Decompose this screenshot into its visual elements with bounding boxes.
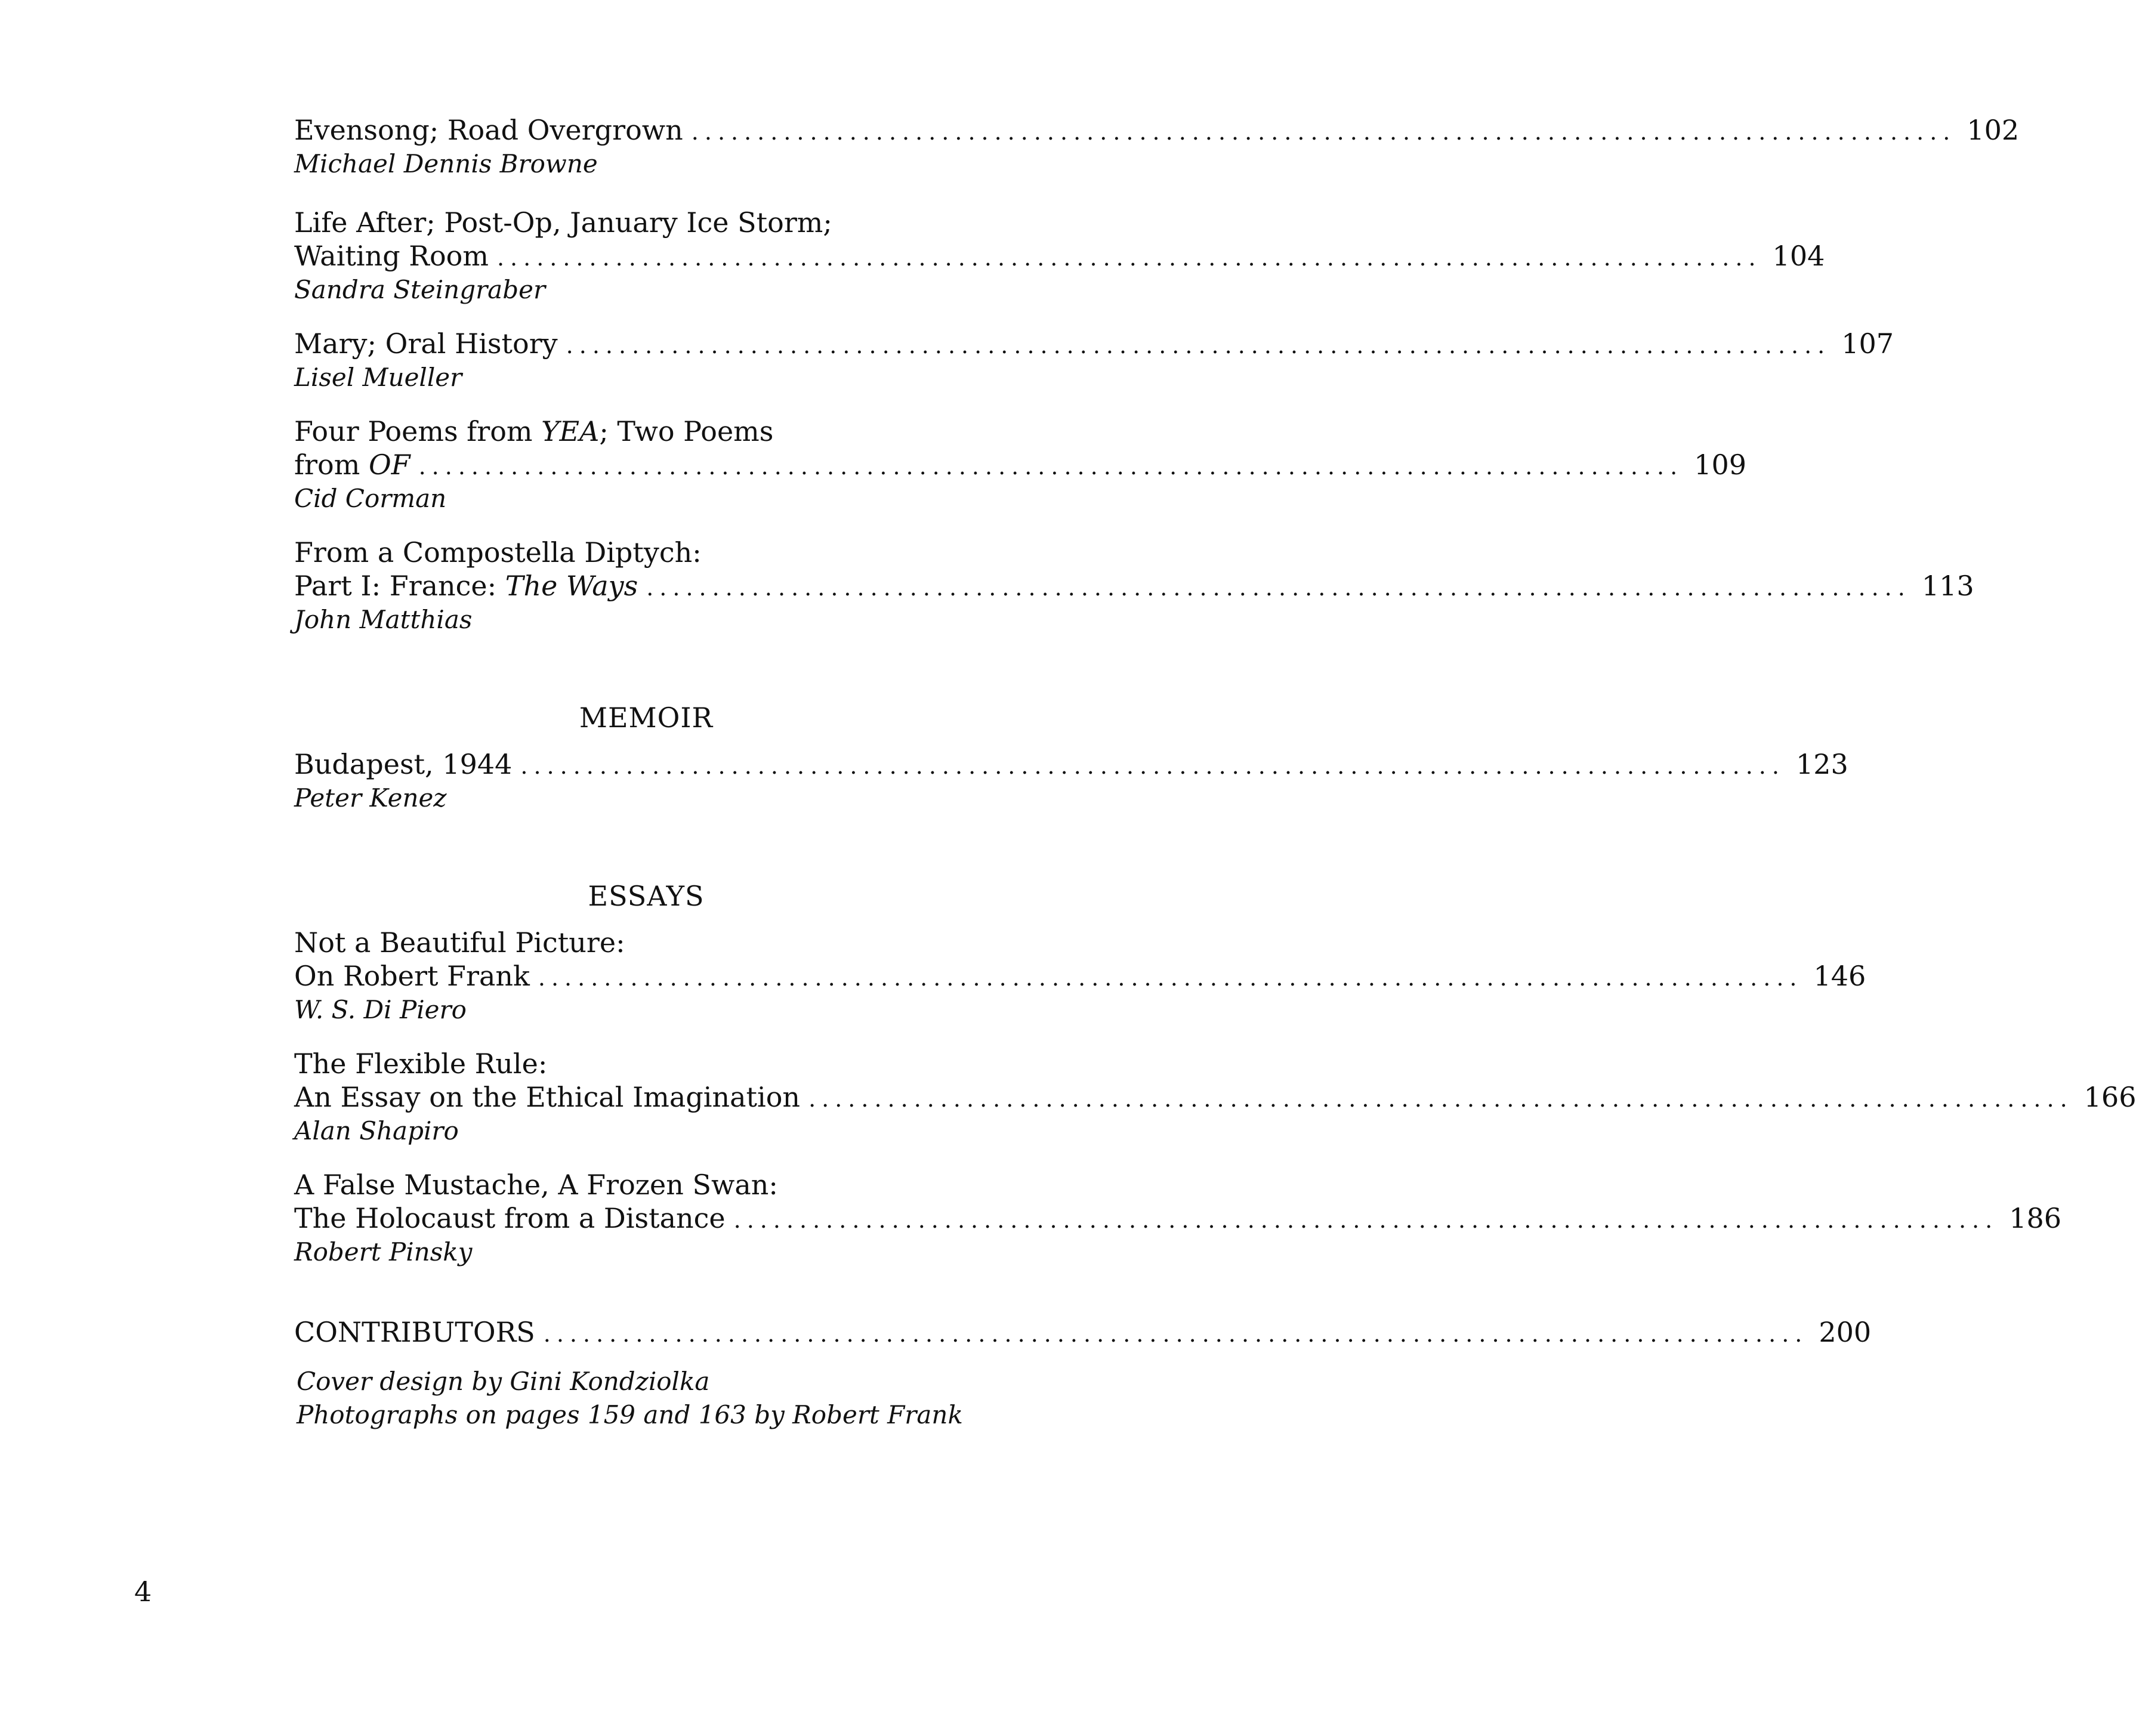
toc-entry-title: From a Compostella Diptych: [294, 536, 702, 569]
toc-entry-title: CONTRIBUTORS [294, 1316, 535, 1348]
toc-entry-title: An Essay on the Ethical Imagination [294, 1081, 801, 1113]
page-number: 4 [134, 1576, 152, 1608]
toc-entry-page: 104 [1772, 240, 1825, 272]
toc-entry-title [294, 448, 410, 481]
toc-entry-page: 200 [1819, 1316, 1872, 1348]
toc-title-part: Part I: France: [294, 570, 505, 602]
toc-entry-author: Sandra Steingraber [294, 275, 546, 304]
dot-leader: ................................................................................................ [543, 1321, 1808, 1347]
toc-entry-title: Budapest, 1944 [294, 748, 513, 780]
toc-entry-title: A False Mustache, A Frozen Swan: [294, 1169, 778, 1201]
dot-leader: ................................................................................................ [538, 965, 1803, 991]
toc-entry-author: Cid Corman [294, 484, 447, 513]
toc-title-part: ; Two Poems [599, 415, 774, 447]
toc-entry [294, 415, 1746, 514]
dot-leader: ................................................................................................ [496, 245, 1762, 271]
table-of-contents [294, 113, 2136, 1351]
toc-entry-line [294, 1315, 1872, 1351]
toc-entry-title: Waiting Room [294, 240, 489, 272]
dot-leader: ................................................................................................ [520, 753, 1785, 779]
toc-entry-page: 123 [1795, 748, 1848, 780]
toc-entry [294, 536, 1974, 635]
toc-entry-line [294, 1080, 2136, 1116]
toc-title-italic: YEA [541, 415, 600, 447]
toc-entry-title: Mary; Oral History [294, 328, 558, 360]
toc-entry-line [294, 747, 1848, 783]
credits [297, 1365, 963, 1432]
toc-entry-page: 146 [1813, 960, 1866, 992]
section-heading-essays: ESSAYS [588, 880, 705, 912]
dot-leader: ................................................................................................ [566, 332, 1831, 359]
toc-title-part: from [294, 449, 369, 481]
toc-entry-title: The Flexible Rule: [294, 1048, 548, 1080]
toc-entry [294, 747, 1848, 814]
section-heading-memoir: MEMOIR [579, 702, 714, 734]
toc-entry-author: Peter Kenez [294, 783, 447, 813]
dot-leader: ................................................................................................ [733, 1207, 1999, 1233]
toc-entry-line [294, 448, 1746, 483]
toc-entry-contributors [294, 1315, 1872, 1351]
toc-entry-line [294, 569, 1974, 604]
toc-entry-title: On Robert Frank [294, 960, 530, 992]
toc-entry-page: 107 [1841, 328, 1894, 360]
toc-title-part: Four Poems from [294, 415, 542, 447]
photo-credit: Photographs on pages 159 and 163 by Robert Frank [297, 1400, 963, 1429]
toc-entry-author: Robert Pinsky [294, 1237, 473, 1267]
toc-entry-title: The Holocaust from a Distance [294, 1202, 726, 1234]
toc-entry [294, 206, 1825, 305]
toc-entry-author: Lisel Mueller [294, 363, 462, 392]
toc-entry [294, 327, 1894, 393]
toc-entry-author: John Matthias [294, 605, 473, 634]
toc-entry-page: 186 [2009, 1202, 2062, 1234]
toc-entry-title [294, 569, 638, 603]
toc-entry-line [294, 959, 1866, 994]
cover-credit: Cover design by Gini Kondziolka [297, 1367, 710, 1396]
toc-entry-title: Not a Beautiful Picture: [294, 926, 625, 959]
toc-entry-page: 109 [1694, 449, 1746, 481]
toc-entry-title: Evensong; Road Overgrown [294, 114, 683, 146]
toc-entry-line [294, 327, 1894, 362]
toc-entry-line [294, 1201, 2062, 1237]
dot-leader: ................................................................................................ [646, 574, 1911, 601]
toc-entry [294, 926, 1866, 1025]
toc-title-italic: OF [368, 449, 410, 481]
toc-entry-title [294, 415, 998, 448]
dot-leader: ................................................................................................ [418, 453, 1684, 480]
toc-entry-title: Life After; Post-Op, January Ice Storm; [294, 206, 832, 239]
toc-entry-author: Michael Dennis Browne [294, 149, 598, 178]
toc-entry-page: 113 [1921, 570, 1974, 602]
dot-leader: ................................................................................................ [808, 1086, 2073, 1112]
toc-entry [294, 113, 2020, 180]
dot-leader: ................................................................................................ [691, 119, 1956, 145]
toc-title-italic: The Ways [505, 570, 638, 602]
toc-entry-line [294, 239, 1825, 274]
toc-entry-author: W. S. Di Piero [294, 995, 467, 1024]
toc-entry-author: Alan Shapiro [294, 1116, 459, 1145]
toc-entry-page: 166 [2083, 1081, 2136, 1113]
toc-entry-page: 102 [1967, 114, 2020, 146]
toc-entry [294, 1168, 2062, 1268]
toc-entry [294, 1047, 2136, 1147]
toc-entry-line [294, 113, 2020, 149]
